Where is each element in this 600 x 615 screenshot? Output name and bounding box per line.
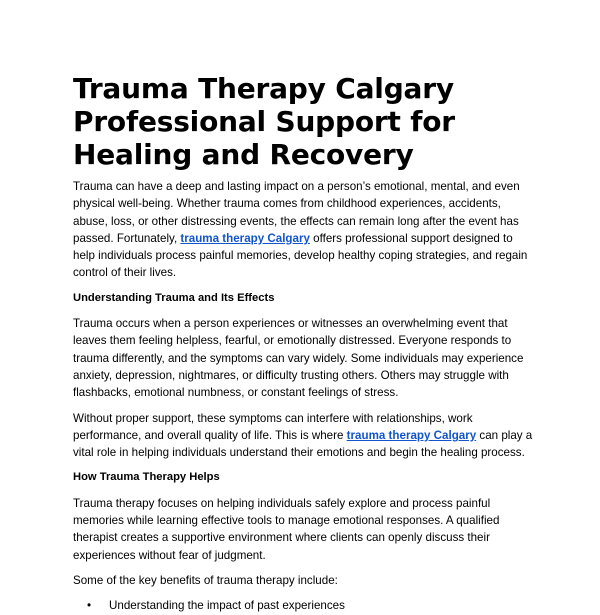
benefits-intro-paragraph: Some of the key benefits of trauma therapy include: bbox=[73, 573, 338, 587]
how-therapy-helps-paragraph-1: Trauma therapy focuses on helping individuals safely explore and process painful memories while learning effective tools to manage emotional responses. A qualified therapist creates a supportive environment where clients can openly discuss their experiences without fear of judgment. bbox=[73, 496, 500, 562]
benefit-text: Understanding the impact of past experiences bbox=[109, 599, 345, 613]
trauma-therapy-calgary-link-2[interactable]: trauma therapy Calgary bbox=[346, 428, 477, 442]
page-title bbox=[73, 72, 533, 171]
section-heading-how-therapy-helps: How Trauma Therapy Helps bbox=[73, 471, 220, 484]
intro-text-before-link: Trauma can have a deep and lasting impact on a person’s emotional, mental, and even physical well-being. Whether trauma comes from childhood experiences, accidents, abuse, loss, or other distressing events, the effects can remain long after the event has passed. Fortunately, bbox=[73, 180, 520, 245]
document-page bbox=[73, 0, 533, 615]
title-line-2: Professional Support for bbox=[73, 105, 455, 138]
trauma-therapy-calgary-link-1[interactable]: trauma therapy Calgary bbox=[180, 231, 310, 245]
title-line-3: Healing and Recovery bbox=[73, 138, 414, 171]
understanding-trauma-paragraph-1: Trauma occurs when a person experiences or witnesses an overwhelming event that leaves them feeling helpless, fearful, or emotionally distressed. Everyone responds to trauma differently, and the symptoms can vary widely. Some individuals may experience anxiety, depression, nightmares, or difficulty trusting others. Others may struggle with flashbacks, emotional numbness, or constant feelings of stress. bbox=[73, 317, 524, 400]
understanding-trauma-paragraph-2 bbox=[73, 410, 533, 462]
paragraph-2-text-before-link: Without proper support, these symptoms can interfere with relationships, work performance, and overall quality of life. This is where bbox=[73, 411, 473, 442]
title-line-1: Trauma Therapy Calgary bbox=[73, 72, 454, 105]
intro-text-after-link: offers professional support designed to help individuals process painful memories, develop healthy coping strategies, and regain control of their lives. bbox=[73, 231, 528, 280]
intro-paragraph bbox=[73, 178, 533, 282]
bullet-icon: • bbox=[87, 599, 92, 613]
section-heading-understanding-trauma: Understanding Trauma and Its Effects bbox=[73, 291, 275, 304]
paragraph-2-text-after-link: can play a vital role in helping individuals understand their emotions and begin the healing process. bbox=[73, 428, 533, 460]
